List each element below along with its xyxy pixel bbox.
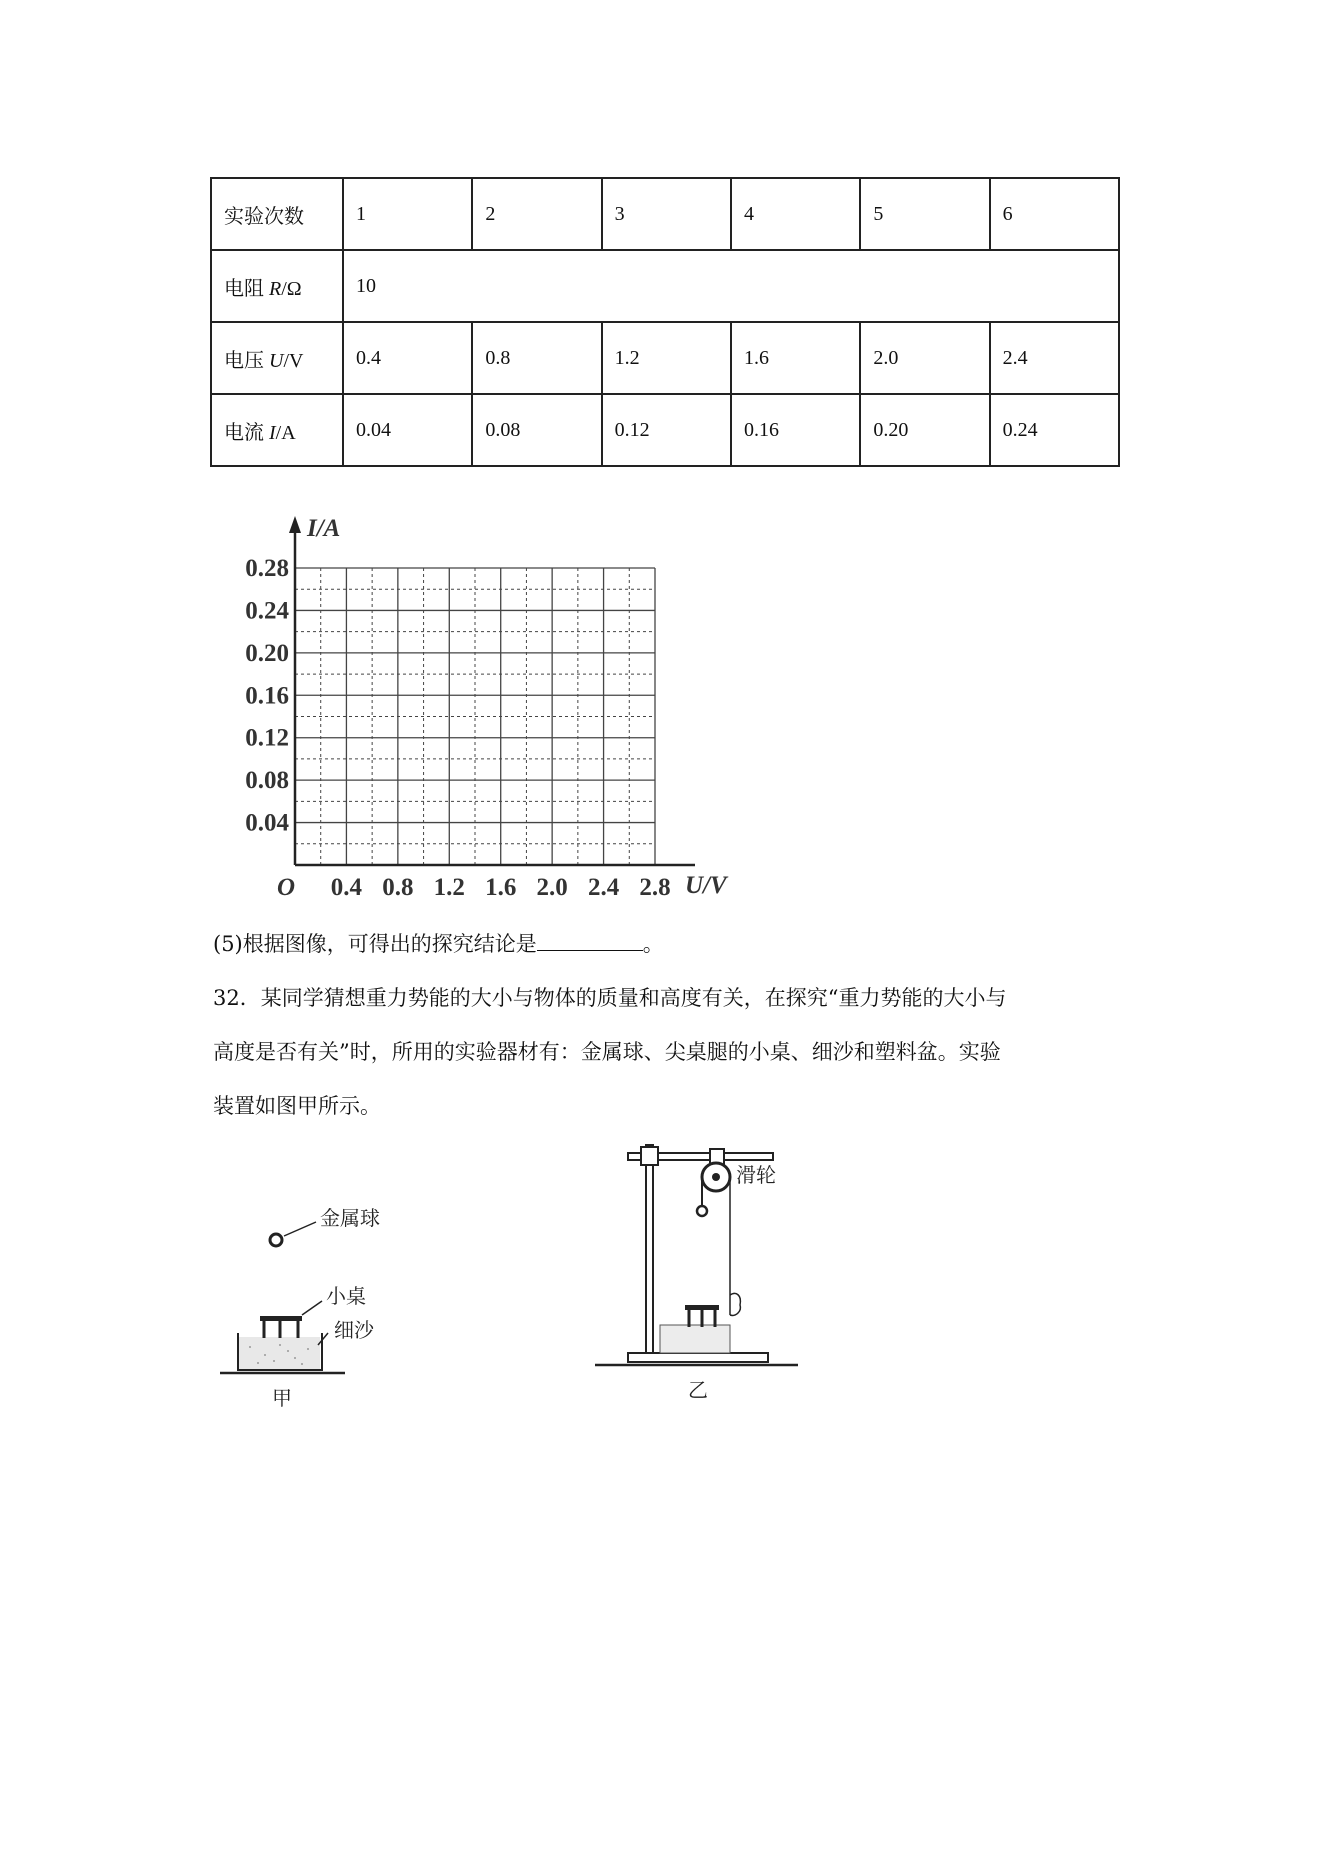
hand-icon — [730, 1293, 740, 1315]
current-cell: 0.12 — [602, 394, 731, 466]
voltage-cell: 0.4 — [343, 322, 472, 394]
header-trials: 实验次数 — [211, 178, 343, 250]
figure-b — [595, 1145, 798, 1402]
header-current: 电流 I/A — [211, 394, 343, 466]
trial-cell: 6 — [990, 178, 1119, 250]
table-row-trials — [211, 178, 1119, 250]
stand-base-icon — [628, 1353, 768, 1362]
y-tick-label: 0.12 — [245, 724, 289, 752]
voltage-cell: 1.2 — [602, 322, 731, 394]
answer-blank[interactable] — [537, 932, 643, 951]
trial-cell: 3 — [602, 178, 731, 250]
table-row-current — [211, 394, 1119, 466]
trial-cell: 5 — [860, 178, 989, 250]
x-tick-label: 1.2 — [433, 874, 465, 901]
question-5 — [213, 917, 664, 971]
sand-icon — [660, 1325, 730, 1353]
metal-ball-icon — [270, 1234, 282, 1246]
label-pulley: 滑轮 — [736, 1163, 776, 1187]
x-tick-label: 0.8 — [382, 874, 414, 901]
graph-grid — [295, 568, 655, 865]
header-voltage: 电压 U/V — [211, 322, 343, 394]
x-tick-label: 2.8 — [639, 874, 671, 901]
y-tick-label: 0.20 — [245, 639, 289, 667]
current-cell: 0.20 — [860, 394, 989, 466]
trial-cell: 1 — [343, 178, 472, 250]
origin-label: O — [277, 874, 296, 901]
question-32-line-1: 32．某同学猜想重力势能的大小与物体的质量和高度有关，在探究“重力势能的大小与 — [213, 986, 1007, 1010]
resistance-value: 10 — [343, 250, 1119, 322]
current-cell: 0.04 — [343, 394, 472, 466]
caption-a: 甲 — [272, 1386, 292, 1410]
graph-tick-labels — [245, 515, 729, 901]
question-32-line-2: 高度是否有关”时，所用的实验器材有：金属球、尖桌腿的小桌、细沙和塑料盆。实验 — [213, 1040, 1001, 1064]
y-tick-label: 0.08 — [245, 767, 289, 795]
x-tick-label: 1.6 — [485, 874, 517, 901]
x-tick-label: 2.4 — [587, 874, 620, 901]
x-axis-label: U/V — [685, 872, 727, 899]
y-axis-label: I/A — [307, 515, 341, 542]
question-32-line-3: 装置如图甲所示。 — [213, 1094, 381, 1118]
y-tick-label: 0.16 — [245, 682, 289, 710]
voltage-cell: 0.8 — [472, 322, 601, 394]
question-5-end: 。 — [642, 932, 664, 956]
caption-b: 乙 — [688, 1378, 708, 1402]
apparatus-figures — [210, 1125, 810, 1415]
current-cell: 0.16 — [731, 394, 860, 466]
current-cell: 0.08 — [472, 394, 601, 466]
figure-a — [220, 1206, 380, 1410]
y-tick-label: 0.28 — [245, 555, 289, 582]
label-sand: 细沙 — [334, 1318, 374, 1342]
x-tick-label: 2.0 — [536, 874, 568, 901]
iu-graph — [215, 490, 755, 900]
y-tick-label: 0.04 — [245, 809, 289, 837]
pulley-icon — [697, 1149, 730, 1315]
voltage-cell: 2.4 — [990, 322, 1119, 394]
question-5-text: (5)根据图像，可得出的探究结论是 — [213, 932, 537, 956]
trial-cell: 4 — [731, 178, 860, 250]
small-table-icon — [260, 1316, 302, 1338]
current-cell: 0.24 — [990, 394, 1119, 466]
header-resistance: 电阻 R/Ω — [211, 250, 343, 322]
table-row-resistance — [211, 250, 1119, 322]
sand-icon — [238, 1337, 320, 1369]
x-tick-label: 0.4 — [330, 874, 363, 901]
small-table-icon — [685, 1305, 719, 1327]
y-axis-arrow-icon — [289, 516, 301, 533]
voltage-cell: 1.6 — [731, 322, 860, 394]
label-small-table: 小桌 — [326, 1284, 366, 1308]
stand-pole-icon — [646, 1145, 653, 1353]
label-metal-ball: 金属球 — [320, 1206, 380, 1230]
trial-cell: 2 — [472, 178, 601, 250]
data-table — [210, 177, 1120, 467]
table-row-voltage — [211, 322, 1119, 394]
y-tick-label: 0.24 — [245, 597, 289, 625]
voltage-cell: 2.0 — [860, 322, 989, 394]
